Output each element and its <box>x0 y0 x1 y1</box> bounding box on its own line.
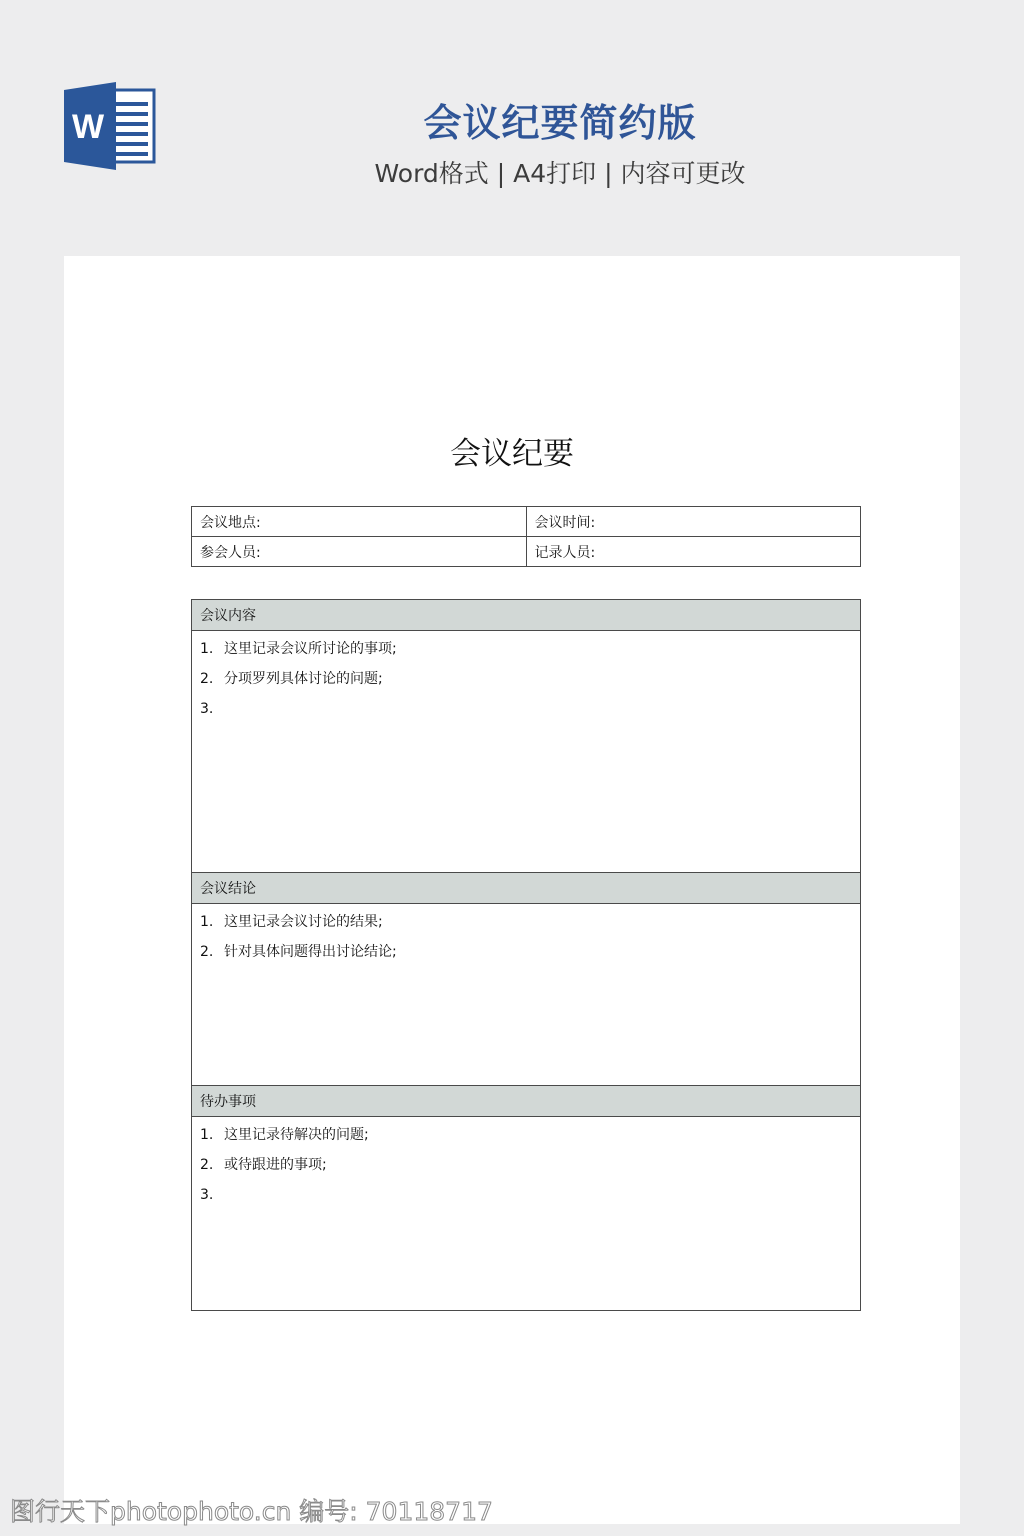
list-item: 2. 针对具体问题得出讨论结论; <box>200 944 397 960</box>
list-item: 1. 这里记录会议讨论的结果; <box>200 914 383 930</box>
word-icon-letter: W <box>71 108 105 146</box>
section-heading: 会议结论 <box>192 873 860 904</box>
list-item: 1. 这里记录待解决的问题; <box>200 1127 369 1143</box>
list-item: 3. <box>200 1187 214 1203</box>
promo-title: 会议纪要简约版 <box>423 101 697 145</box>
meeting-info-table <box>191 506 861 567</box>
section-body[interactable] <box>192 1117 860 1213</box>
location-cell[interactable]: 会议地点: <box>192 507 527 537</box>
list-item: 1. 这里记录会议所讨论的事项; <box>200 641 397 657</box>
section-body[interactable] <box>192 904 860 970</box>
list-item: 2. 分项罗列具体讨论的问题; <box>200 671 383 687</box>
watermark-text: 图行天下photophoto.cn 编号: 70118717 <box>10 1497 493 1526</box>
section-heading: 待办事项 <box>192 1086 860 1117</box>
recorder-cell[interactable]: 记录人员: <box>526 537 861 567</box>
attendees-cell[interactable]: 参会人员: <box>192 537 527 567</box>
section-meeting-conclusion <box>192 873 860 1086</box>
section-body[interactable] <box>192 631 860 727</box>
document-title: 会议纪要 <box>450 436 574 472</box>
list-item: 3. <box>200 701 214 717</box>
section-action-items <box>192 1086 860 1310</box>
time-cell[interactable]: 会议时间: <box>526 507 861 537</box>
list-item: 2. 或待跟进的事项; <box>200 1157 327 1173</box>
section-heading: 会议内容 <box>192 600 860 631</box>
minutes-sections <box>191 599 861 1311</box>
word-document-icon <box>64 82 156 170</box>
promo-subtitle: Word格式 | A4打印 | 内容可更改 <box>374 159 746 188</box>
section-meeting-content <box>192 600 860 873</box>
